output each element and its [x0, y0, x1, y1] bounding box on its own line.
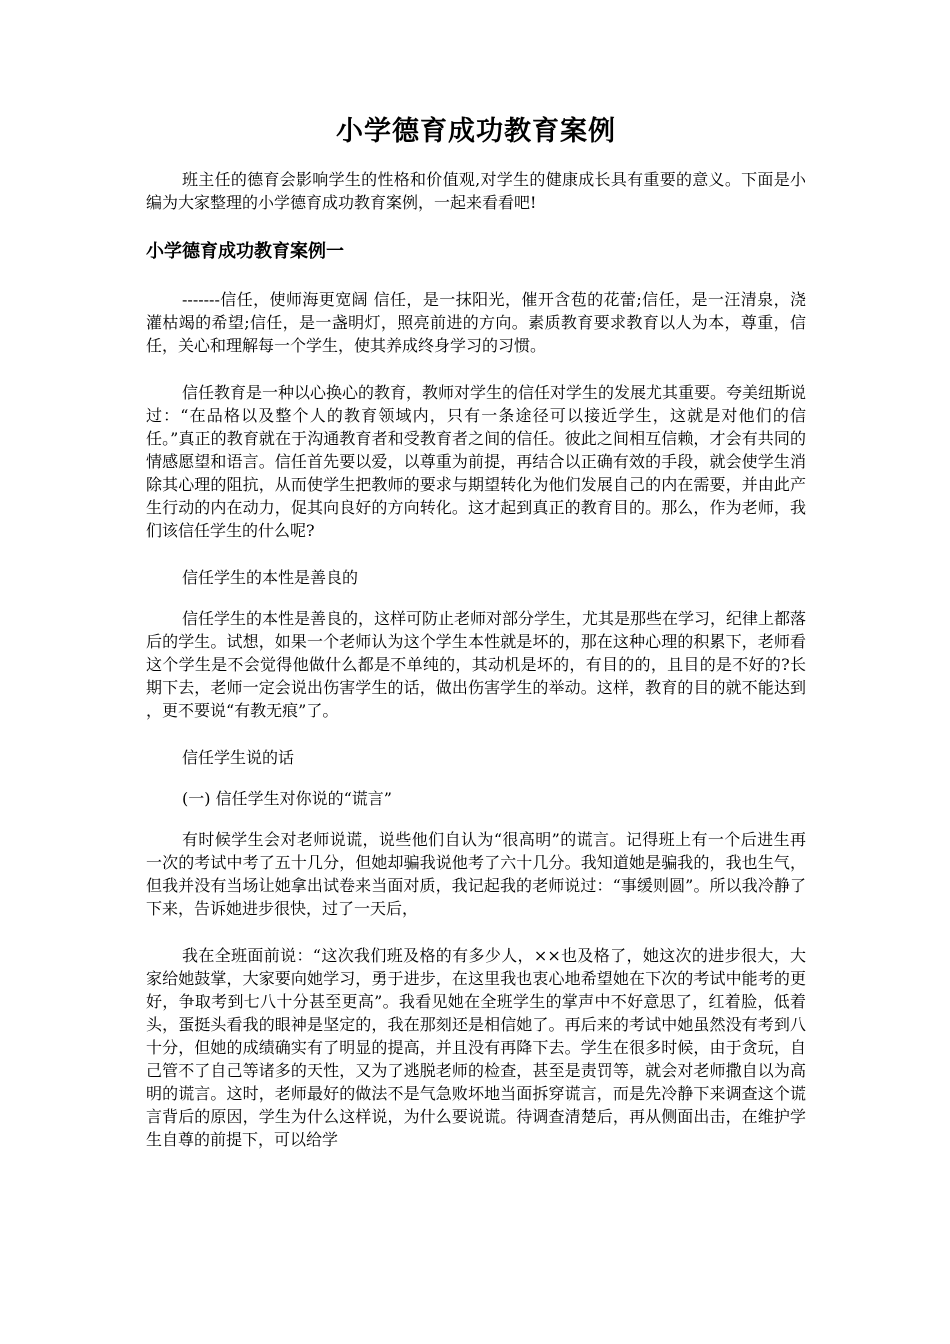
body-paragraph: 信任教育是一种以心换心的教育，教师对学生的信任对学生的发展尤其重要。夸美纽斯说过：“在品格以及整个人的教育领域内，只有一条途径可以接近学生，这就是对他们的信任。”真正的教育就在于沟通教育者和受教育者之间的信任。彼此之间相互信赖，才会有共同的情感愿望和语言。信任首先要以爱，以尊重为前提，再结合以正确有效的手段，就会使学生消除其心理的阻抗，从而使学生把教师的要求与期望转化为他们发展自己的内在需要，并由此产生行动的内在动力，促其向良好的方向转化。这才起到真正的教育目的。那么，作为老师，我们该信任学生的什么呢? [146, 383, 807, 540]
document-page [146, 112, 806, 1175]
body-paragraph: 信任学生的本性是善良的，这样可防止老师对部分学生，尤其是那些在学习，纪律上都落后的学生。试想，如果一个老师认为这个学生本性就是坏的，那在这种心理的积累下，老师看这个学生是不会觉得他做什么都是不单纯的，其动机是坏的，有目的的，且目的是不好的?长期下去，老师一定会说出伤害学生的话，做出伤害学生的举动。这样，教育的目的就不能达到 ，更不要说“有教无痕”了。 [146, 609, 807, 720]
body-paragraph: -------信任，使师海更宽阔 信任，是一抹阳光，催开含苞的花蕾;信任，是一汪清泉，浇灌枯竭的希望;信任，是一盏明灯，照亮前进的方向。素质教育要求教育以人为本，尊重，信任，关心和理解每一个学生，使其养成终身学习的习惯。 [146, 290, 806, 355]
subheading-paragraph: 信任学生的本性是善良的 [182, 568, 359, 587]
body-paragraph: 有时候学生会对老师说谎，说些他们自认为“很高明”的谎言。记得班上有一个后进生再一次的考试中考了五十几分，但她却骗我说他考了六十几分。我知道她是骗我的，我也生气，但我并没有当场让她拿出试卷来当面对质，我记起我的老师说过：“事缓则圆”。所以我冷静了下来，告诉她进步很快，过了一天后， [146, 830, 806, 918]
section-heading: 小学德育成功教育案例一 [146, 241, 344, 262]
body-paragraph: 我在全班面前说：“这次我们班及格的有多少人，××也及格了，她这次的进步很大，大家给她鼓掌，大家要向她学习，勇于进步，在这里我也衷心地希望她在下次的考试中能考的更好，争取考到七八十分甚至更高”。我看见她在全班学生的掌声中不好意思了，红着脸，低着头，蛋挺头看我的眼神是坚定的，我在那刻还是相信她了。再后来的考试中她虽然没有考到八十分，但她的成绩确实有了明显的提高，并且没有再降下去。学生在很多时候，由于贪玩，自己管不了自己等诸多的天性，又为了逃脱老师的检查，甚至是责罚等，就会对老师撒自以为高明的谎言。这时，老师最好的做法不是气急败坏地当面拆穿谎言，而是先冷静下来调查这个谎言背后的原因，学生为什么这样说，为什么要说谎。待调查清楚后，再从侧面出击，在维护学生自尊的前提下，可以给学 [146, 946, 806, 1149]
intro-paragraph: 班主任的德育会影响学生的性格和价值观,对学生的健康成长具有重要的意义。下面是小编为大家整理的小学德育成功教育案例，一起来看看吧! [146, 170, 806, 212]
subheading-paragraph: 信任学生说的话 [182, 748, 295, 767]
document-title: 小学德育成功教育案例 [336, 116, 616, 147]
subheading-paragraph: (一) 信任学生对你说的“谎言” [182, 789, 392, 808]
